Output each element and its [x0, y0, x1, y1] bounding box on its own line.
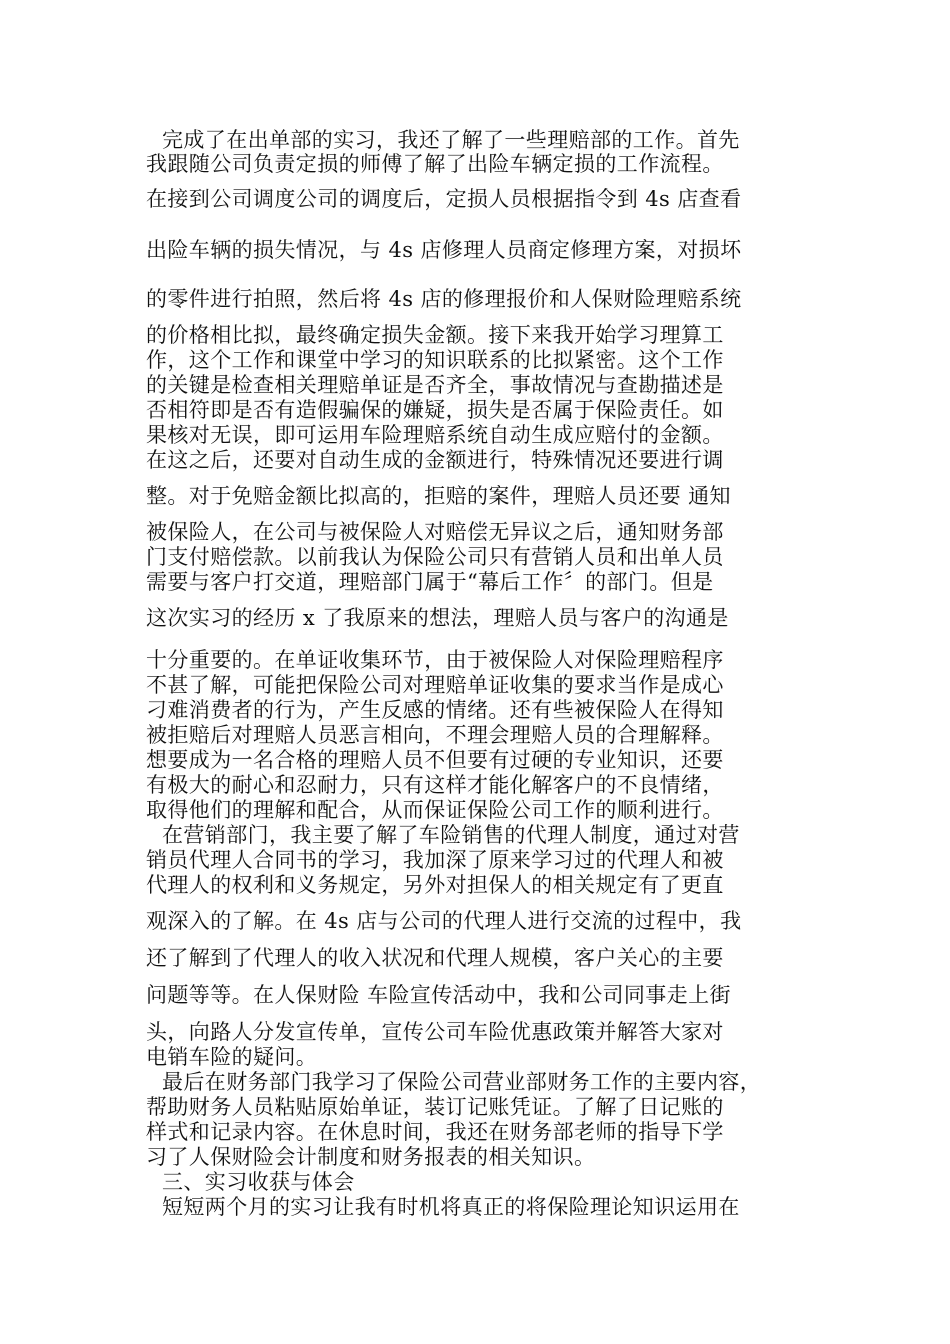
text-line: 观深入的了解。在 4s 店与公司的代理人进行交流的过程中，我: [146, 909, 742, 933]
text-line: 被保险人，在公司与被保险人对赔偿无异议之后，通知财务部: [146, 520, 724, 544]
text-line: 还了解到了代理人的收入状况和代理人规模，客户关心的主要: [146, 946, 724, 970]
text-line: 需要与客户打交道，理赔部门属于“幕后工作〞的部门。但是: [146, 570, 714, 594]
text-line: 有极大的耐心和忍耐力，只有这样才能化解客户的不良情绪，: [146, 773, 724, 797]
text-line: 作，这个工作和课堂中学习的知识联系的比拟紧密。这个工作: [146, 348, 724, 372]
text-line: 我跟随公司负责定损的师傅了解了出险车辆定损的工作流程。: [146, 152, 724, 176]
text-line: 问题等等。在人保财险 车险宣传活动中，我和公司同事走上街: [146, 983, 731, 1007]
text-line: 最后在财务部门我学习了保险公司营业部财务工作的主要内容，: [162, 1070, 762, 1094]
text-line: 果核对无误，即可运用车险理赔系统自动生成应赔付的金额。: [146, 423, 724, 447]
text-line: 习了人保财险会计制度和财务报表的相关知识。: [146, 1145, 596, 1169]
text-line: 电销车险的疑问。: [146, 1045, 318, 1069]
text-line: 这次实习的经历 x 了我原来的想法，理赔人员与客户的沟通是: [146, 606, 729, 630]
text-line: 整。对于免赔金额比拟高的，拒赔的案件，理赔人员还要 通知: [146, 484, 731, 508]
text-line: 想要成为一名合格的理赔人员不但要有过硬的专业知识，还要: [146, 748, 724, 772]
text-line: 在这之后，还要对自动生成的金额进行，特殊情况还要进行调: [146, 448, 724, 472]
text-line: 否相符即是否有造假骗保的嫌疑，损失是否属于保险责任。如: [146, 398, 724, 422]
text-line: 的关键是检查相关理赔单证是否齐全，事故情况与查勘描述是: [146, 373, 724, 397]
text-line: 门支付赔偿款。以前我认为保险公司只有营销人员和出单人员: [146, 545, 724, 569]
text-line: 刁难消费者的行为，产生反感的情绪。还有些被保险人在得知: [146, 698, 724, 722]
text-line: 十分重要的。在单证收集环节，由于被保险人对保险理赔程序: [146, 648, 724, 672]
text-line: 在接到公司调度公司的调度后，定损人员根据指令到 4s 店查看: [146, 187, 742, 211]
text-line: 不甚了解，可能把保险公司对理赔单证收集的要求当作是成心: [146, 673, 724, 697]
text-line: 的零件进行拍照，然后将 4s 店的修理报价和人保财险理赔系统: [146, 287, 742, 311]
section-heading: 三、实习收获与体会: [162, 1170, 355, 1194]
text-line: 在营销部门，我主要了解了车险销售的代理人制度，通过对营: [162, 823, 740, 847]
text-line: 完成了在出单部的实习，我还了解了一些理赔部的工作。首先: [162, 128, 740, 152]
text-line: 头，向路人分发宣传单，宣传公司车险优惠政策并解答大家对: [146, 1020, 724, 1044]
text-line: 出险车辆的损失情况，与 4s 店修理人员商定修理方案，对损坏: [146, 238, 742, 262]
text-line: 被拒赔后对理赔人员恶言相向，不理会理赔人员的合理解释。: [146, 723, 724, 747]
text-line: 短短两个月的实习让我有时机将真正的将保险理论知识运用在: [162, 1195, 740, 1219]
text-line: 帮助财务人员粘贴原始单证，装订记账凭证。了解了日记账的: [146, 1095, 724, 1119]
text-line: 样式和记录内容。在休息时间，我还在财务部老师的指导下学: [146, 1120, 724, 1144]
text-line: 取得他们的理解和配合，从而保证保险公司工作的顺利进行。: [146, 798, 724, 822]
text-line: 销员代理人合同书的学习，我加深了原来学习过的代理人和被: [146, 848, 724, 872]
text-line: 的价格相比拟，最终确定损失金额。接下来我开始学习理算工: [146, 323, 724, 347]
text-line: 代理人的权利和义务规定，另外对担保人的相关规定有了更直: [146, 873, 724, 897]
